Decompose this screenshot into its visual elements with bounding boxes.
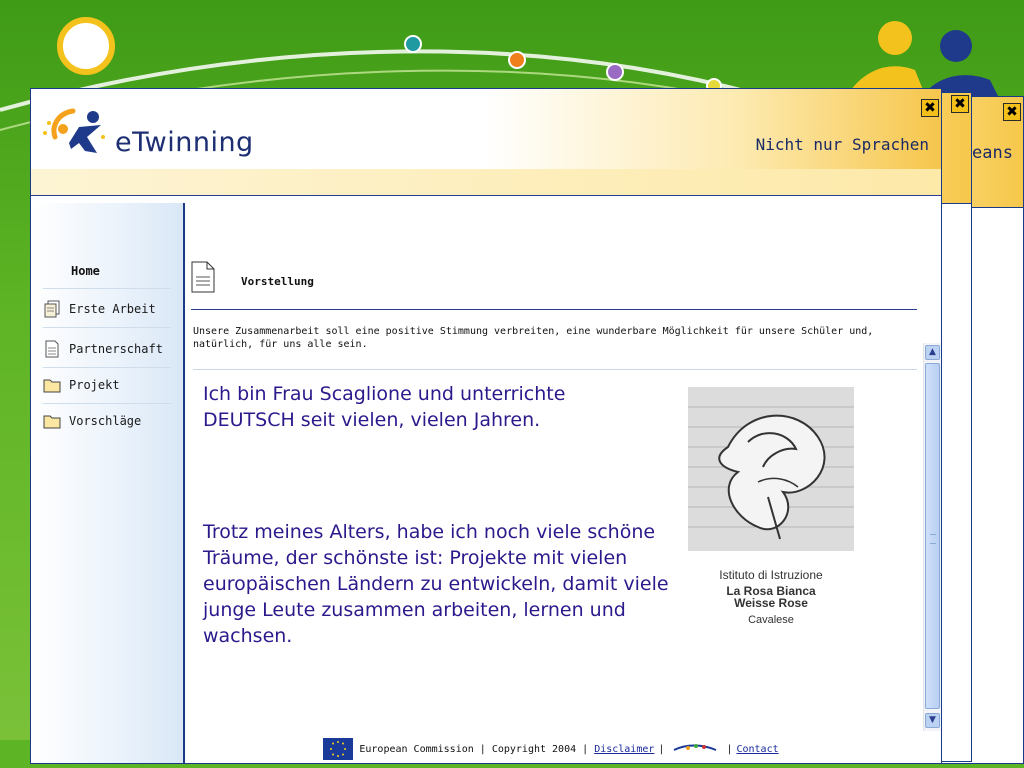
sidebar [31,203,185,764]
divider [191,309,917,310]
header-band [31,169,941,196]
header [31,89,941,195]
document-icon [43,340,61,358]
sidebar-item-label: Home [71,263,100,278]
sidebar-item-label: Partnerschaft [69,342,163,356]
image-caption: Istituto di Istruzione [719,568,823,582]
eu-flag-icon [323,738,353,760]
scroll-down-button[interactable]: ▼ [925,713,940,728]
divider [193,369,917,370]
document-icon [191,261,215,293]
sidebar-item-label: Projekt [69,378,120,392]
close-icon[interactable]: ✖ [921,99,939,117]
disclaimer-link[interactable]: Disclaimer [594,743,655,755]
footer [185,737,917,761]
intro-text: Unsere Zusammenarbeit soll eine positive Stimmung verbreiten, eine wunderbare Möglichkeit für unsere Schüler und, natürlich, für uns alle sein. [193,326,874,350]
folder-icon [43,376,61,394]
dream-paragraph: Trotz meines Alters, habe ich noch viele schöne Träume, der schönste ist: Projekte mit vielen europäischen Ländern zu entwickeln, damit viele junge Leute zusammen arbeiten, lernen und wachsen. [203,521,669,647]
scroll-grip-icon [930,534,936,544]
tagline: Nicht nur Sprachen [755,135,929,154]
sidebar-item-erste-arbeit[interactable] [43,291,171,328]
background-window-title: eans [972,143,1013,163]
scroll-thumb[interactable] [925,363,940,709]
close-icon[interactable]: ✖ [1003,103,1021,121]
etwinning-logo-icon [41,103,119,165]
intro-paragraph: Ich bin Frau Scaglione und unterrichte DEUTSCH seit vielen, vielen Jahren. [203,383,566,431]
etwinning-swoosh-icon [672,742,718,756]
figure-head-yellow-icon [878,21,912,55]
footer-separator: | [658,743,665,755]
folder-icon [43,412,61,430]
image-caption: La Rosa Bianca [726,584,816,598]
etwinning-window [30,88,942,764]
close-icon[interactable]: ✖ [951,95,969,113]
sidebar-item-vorschlaege[interactable] [43,403,171,439]
footer-text: European Commission | Copyright 2004 | [359,743,589,755]
contact-link[interactable]: Contact [736,743,779,755]
brand-name: eTwinning [115,127,254,158]
sidebar-item-label: Erste Arbeit [69,302,156,316]
sidebar-item-partnerschaft[interactable] [43,331,171,368]
purple-dot-icon [607,64,623,80]
footer-separator: | [726,743,733,755]
scroll-up-button[interactable]: ▲ [925,345,940,360]
image-caption: Weisse Rose [734,596,808,610]
sidebar-item-label: Vorschläge [69,414,142,428]
section-title: Vorstellung [241,275,314,288]
documents-icon [43,300,61,318]
content-pane [185,203,917,743]
figure-head-blue-icon [940,30,972,62]
orange-dot-icon [509,52,525,68]
image-caption: Cavalese [748,614,794,626]
sidebar-item-projekt[interactable] [43,367,171,404]
yellow-ring-icon [60,20,112,72]
teal-dot-icon [405,36,421,52]
white-rose-image [688,387,854,551]
sidebar-item-home[interactable] [43,253,171,289]
vertical-scrollbar[interactable] [923,343,942,731]
